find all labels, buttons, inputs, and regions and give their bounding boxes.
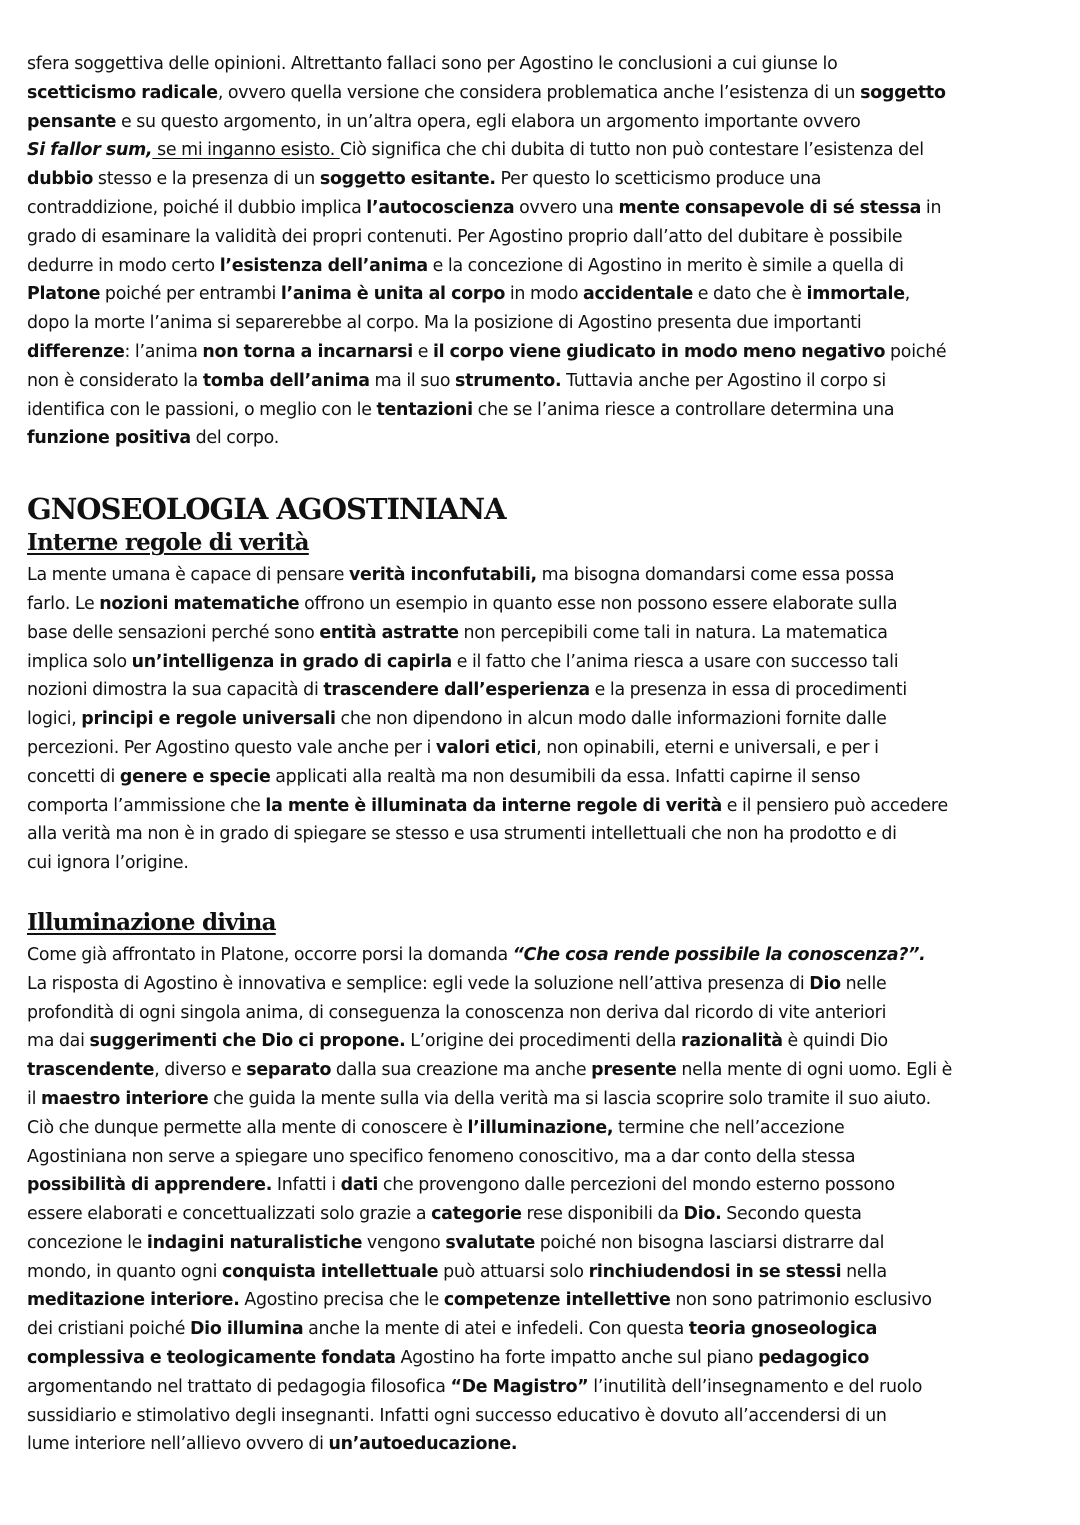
emphasized-text: scetticismo radicale — [27, 82, 218, 103]
text-line — [27, 252, 1053, 281]
text-line — [27, 619, 1053, 648]
text-run: La mente umana è capace di pensare — [27, 565, 349, 586]
text-run: ovvero una — [514, 197, 619, 218]
text-run: , diverso e — [154, 1060, 247, 1081]
text-line — [27, 309, 1053, 338]
text-run: profondità di ogni singola anima, di conseguenza la conoscenza non deriva dal ricordo di vite anteriori — [27, 1002, 887, 1023]
text-line — [27, 734, 1053, 763]
text-line — [27, 367, 1053, 396]
text-run: logici, — [27, 709, 82, 730]
illuminazione-paragraph — [27, 941, 1053, 1459]
emphasized-text: Si fallor sum, — [27, 140, 153, 161]
emphasized-text: principi e regole universali — [81, 709, 336, 730]
emphasized-text: maestro interiore — [40, 1088, 209, 1109]
text-run: L’origine dei procedimenti della — [405, 1031, 682, 1052]
text-line — [27, 849, 1053, 878]
emphasized-text: teoria gnoseologica — [688, 1319, 878, 1340]
text-run: sussidiario e stimolativo degli insegnanti. Infatti ogni successo educativo è dovuto all’accendersi di un — [27, 1405, 887, 1426]
text-line — [27, 1344, 1053, 1373]
emphasized-text: “Che cosa rende possibile la conoscenza?”. — [512, 944, 926, 965]
text-run: nella — [841, 1261, 887, 1282]
emphasized-text: un’autoeducazione. — [328, 1434, 518, 1455]
emphasized-text: strumento. — [455, 370, 562, 391]
emphasized-text: l’anima è unita al corpo — [280, 284, 506, 305]
emphasized-text: Dio illumina — [189, 1319, 304, 1340]
text-run: Tuttavia anche per Agostino il corpo si — [561, 370, 887, 391]
text-line — [27, 1171, 1053, 1200]
text-run: percezioni. Per Agostino questo vale anche per i — [27, 737, 436, 758]
text-run: nozioni dimostra la sua capacità di — [27, 680, 324, 701]
text-line — [27, 280, 1053, 309]
emphasized-text: suggerimenti che Dio ci propone. — [89, 1031, 406, 1052]
text-run: essere elaborati e concettualizzati solo grazie a — [27, 1204, 432, 1225]
text-run: contraddizione, poiché il dubbio implica — [27, 197, 367, 218]
text-run: e il fatto che l’anima riesca a usare con successo tali — [451, 651, 899, 672]
emphasized-text: genere e specie — [119, 766, 271, 787]
emphasized-text: entità astratte — [319, 622, 459, 643]
emphasized-text: meditazione interiore. — [27, 1290, 240, 1311]
text-run: concetti di — [27, 766, 120, 787]
text-line — [27, 676, 1053, 705]
text-run: può attuarsi solo — [438, 1261, 589, 1282]
text-run: farlo. Le — [27, 593, 100, 614]
text-run: grado di esaminare la validità dei propri contenuti. Per Agostino proprio dall’atto del dubitare è possibile — [27, 226, 903, 247]
text-line — [27, 792, 1053, 821]
text-line — [27, 194, 1053, 223]
emphasized-text: immortale — [806, 284, 905, 305]
text-line — [27, 561, 1053, 590]
text-line — [27, 590, 1053, 619]
text-run: che se l’anima riesce a controllare determina una — [472, 399, 895, 420]
text-run: non sono patrimonio esclusivo — [670, 1290, 932, 1311]
text-run: poiché non bisogna lasciarsi distrarre dal — [534, 1232, 885, 1253]
text-line — [27, 1114, 1053, 1143]
text-run: base delle sensazioni perché sono — [27, 622, 320, 643]
text-run: dalla sua creazione ma anche — [331, 1060, 592, 1081]
text-run: cui ignora l’origine. — [27, 853, 189, 874]
text-run: Agostino ha forte impatto anche sul piano — [395, 1348, 759, 1369]
emphasized-text: dati — [340, 1175, 379, 1196]
text-line — [27, 424, 1053, 453]
emphasized-text: Dio — [809, 973, 841, 994]
text-line — [27, 1430, 1053, 1459]
emphasized-text: tomba dell’anima — [202, 370, 370, 391]
emphasized-text: un’intelligenza in grado di capirla — [131, 651, 452, 672]
text-run: : l’anima — [124, 341, 203, 362]
text-line — [27, 1286, 1053, 1315]
text-run: Come già affrontato in Platone, occorre porsi la domanda — [27, 944, 513, 965]
intro-paragraph — [27, 50, 1053, 453]
text-run: Per questo lo scetticismo produce una — [495, 169, 822, 190]
text-line — [27, 1258, 1053, 1287]
emphasized-text: possibilità di apprendere. — [27, 1175, 273, 1196]
emphasized-text: la mente è illuminata da interne regole di verità — [265, 795, 722, 816]
emphasized-text: accidentale — [583, 284, 694, 305]
text-run: applicati alla realtà ma non desumibili da essa. Infatti capirne il senso — [270, 766, 861, 787]
text-line — [27, 1402, 1053, 1431]
text-line — [27, 165, 1053, 194]
text-run: rese disponibili da — [521, 1204, 684, 1225]
text-run: comporta l’ammissione che — [27, 795, 266, 816]
text-run: implica solo — [27, 651, 132, 672]
text-run: non percepibili come tali in natura. La matematica — [458, 622, 888, 643]
text-run: termine che nell’accezione — [613, 1117, 845, 1138]
text-line — [27, 50, 1053, 79]
text-run: nella mente di ogni uomo. Egli è — [676, 1060, 953, 1081]
text-line — [27, 338, 1053, 367]
text-run: e dato che è — [693, 284, 807, 305]
emphasized-text: differenze — [27, 341, 125, 362]
emphasized-text: pensante — [27, 111, 117, 132]
text-run: offrono un esempio in quanto esse non possono essere elaborate sulla — [299, 593, 898, 614]
text-run: Infatti i — [272, 1175, 341, 1196]
text-run: concezione le — [27, 1232, 147, 1253]
text-run: sfera soggettiva delle opinioni. Altrettanto fallaci sono per Agostino le conclusioni a cui giunse lo — [27, 54, 838, 74]
emphasized-text: dubbio — [27, 169, 94, 190]
text-run: Ciò significa che chi dubita di tutto non può contestare l’esistenza del — [339, 140, 924, 161]
text-line — [27, 1315, 1053, 1344]
emphasized-text: indagini naturalistiche — [146, 1232, 363, 1253]
text-run: lume interiore nell’allievo ovvero di — [27, 1434, 329, 1455]
text-run: il — [27, 1088, 41, 1109]
text-run: che guida la mente sulla via della verità ma si lascia scoprire solo tramite il suo aiuto. — [208, 1088, 931, 1109]
text-run: La risposta di Agostino è innovativa e semplice: egli vede la soluzione nell’attiva presenza di — [27, 973, 810, 994]
emphasized-text: soggetto — [860, 82, 946, 103]
text-run: alla verità ma non è in grado di spiegare se stesso e usa strumenti intellettuali che non ha prodotto e di — [27, 824, 897, 845]
text-line — [27, 1229, 1053, 1258]
text-run: vengono — [362, 1232, 446, 1253]
text-run: dopo la morte l’anima si separerebbe al corpo. Ma la posizione di Agostino presenta due importanti — [27, 313, 862, 334]
emphasized-text: il corpo viene giudicato in modo meno negativo — [432, 341, 886, 362]
text-run: l’inutilità dell’insegnamento e del ruolo — [588, 1376, 923, 1397]
text-run: Ciò che dunque permette alla mente di conoscere è — [27, 1117, 468, 1138]
text-run: , non opinabili, eterni e universali, e per i — [536, 737, 879, 758]
subsection-title-illuminazione: Illuminazione divina — [27, 908, 276, 936]
text-line — [27, 1085, 1053, 1114]
text-line — [27, 1056, 1053, 1085]
text-line — [27, 1143, 1053, 1172]
text-run: in modo — [505, 284, 584, 305]
text-line — [27, 108, 1053, 137]
text-run: anche la mente di atei e infedeli. Con questa — [303, 1319, 689, 1340]
emphasized-text: trascendente — [27, 1060, 155, 1081]
emphasized-text: presente — [591, 1060, 677, 1081]
emphasized-text: soggetto esitante. — [319, 169, 496, 190]
emphasized-text: competenze intellettive — [443, 1290, 671, 1311]
text-run: dedurre in modo certo — [27, 255, 220, 276]
text-run: non è considerato la — [27, 370, 203, 391]
text-run: stesso e la presenza di un — [93, 169, 320, 190]
emphasized-text: separato — [246, 1060, 332, 1081]
text-line — [27, 763, 1053, 792]
text-run: e la concezione di Agostino in merito è simile a quella di — [427, 255, 904, 276]
emphasized-text: l’illuminazione, — [467, 1117, 614, 1138]
emphasized-text: “De Magistro” — [450, 1376, 589, 1397]
text-run: argomentando nel trattato di pedagogia filosofica — [27, 1376, 451, 1397]
emphasized-text: svalutate — [445, 1232, 535, 1253]
text-line — [27, 941, 1053, 970]
emphasized-text: se mi inganno esisto. — [152, 140, 340, 161]
emphasized-text: l’esistenza dell’anima — [219, 255, 428, 276]
text-run: del corpo. — [190, 428, 280, 449]
emphasized-text: Platone — [27, 284, 101, 305]
emphasized-text: funzione positiva — [27, 428, 191, 449]
text-run: e su questo argomento, in un’altra opera, egli elabora un argomento importante ovvero — [116, 111, 861, 132]
text-line — [27, 1200, 1053, 1229]
subsection-title-interne-regole: Interne regole di verità — [27, 529, 309, 557]
text-run: dei cristiani poiché — [27, 1319, 190, 1340]
text-run: e la presenza in essa di procedimenti — [589, 680, 907, 701]
emphasized-text: valori etici — [435, 737, 537, 758]
emphasized-text: nozioni matematiche — [99, 593, 300, 614]
text-line — [27, 79, 1053, 108]
emphasized-text: trascendere dall’esperienza — [323, 680, 590, 701]
text-line — [27, 970, 1053, 999]
text-run: Agostiniana non serve a spiegare uno specifico fenomeno conoscitivo, ma a dar conto della stessa — [27, 1146, 856, 1167]
text-line — [27, 396, 1053, 425]
text-line — [27, 223, 1053, 252]
text-run: poiché per entrambi — [100, 284, 281, 305]
emphasized-text: verità inconfutabili, — [348, 565, 537, 586]
emphasized-text: Dio. — [683, 1204, 722, 1225]
text-run: ma bisogna domandarsi come essa possa — [536, 565, 895, 586]
text-line — [27, 999, 1053, 1028]
text-run: Agostino precisa che le — [239, 1290, 444, 1311]
emphasized-text: tentazioni — [376, 399, 473, 420]
emphasized-text: non torna a incarnarsi — [202, 341, 413, 362]
text-line — [27, 705, 1053, 734]
text-line — [27, 1373, 1053, 1402]
text-line — [27, 1027, 1053, 1056]
text-run: mondo, in quanto ogni — [27, 1261, 223, 1282]
text-run: poiché — [885, 341, 947, 362]
text-run: e — [412, 341, 433, 362]
emphasized-text: rinchiudendosi in se stessi — [588, 1261, 842, 1282]
emphasized-text: pedagogico — [758, 1348, 870, 1369]
text-line — [27, 648, 1053, 677]
text-run: è quindi Dio — [782, 1031, 888, 1052]
text-run: identifica con le passioni, o meglio con le — [27, 399, 377, 420]
text-line — [27, 136, 1053, 165]
text-run: Secondo questa — [721, 1204, 862, 1225]
text-run: , ovvero quella versione che considera problematica anche l’esistenza di un — [217, 82, 861, 103]
text-run: che non dipendono in alcun modo dalle informazioni fornite dalle — [335, 709, 887, 730]
text-run: , — [904, 284, 911, 305]
text-run: nelle — [840, 973, 887, 994]
interne-regole-paragraph — [27, 561, 1053, 878]
emphasized-text: razionalità — [681, 1031, 783, 1052]
text-run: ma il suo — [369, 370, 456, 391]
text-run: che provengono dalle percezioni del mondo esterno possono — [378, 1175, 895, 1196]
section-title: GNOSEOLOGIA AGOSTINIANA — [27, 492, 506, 527]
emphasized-text: conquista intellettuale — [222, 1261, 439, 1282]
text-run: e il pensiero può accedere — [722, 795, 948, 816]
emphasized-text: l’autocoscienza — [366, 197, 515, 218]
text-run: in — [921, 197, 942, 218]
emphasized-text: categorie — [431, 1204, 522, 1225]
text-line — [27, 820, 1053, 849]
emphasized-text: complessiva e teologicamente fondata — [27, 1348, 396, 1369]
text-run: ma dai — [27, 1031, 90, 1052]
emphasized-text: mente consapevole di sé stessa — [618, 197, 922, 218]
